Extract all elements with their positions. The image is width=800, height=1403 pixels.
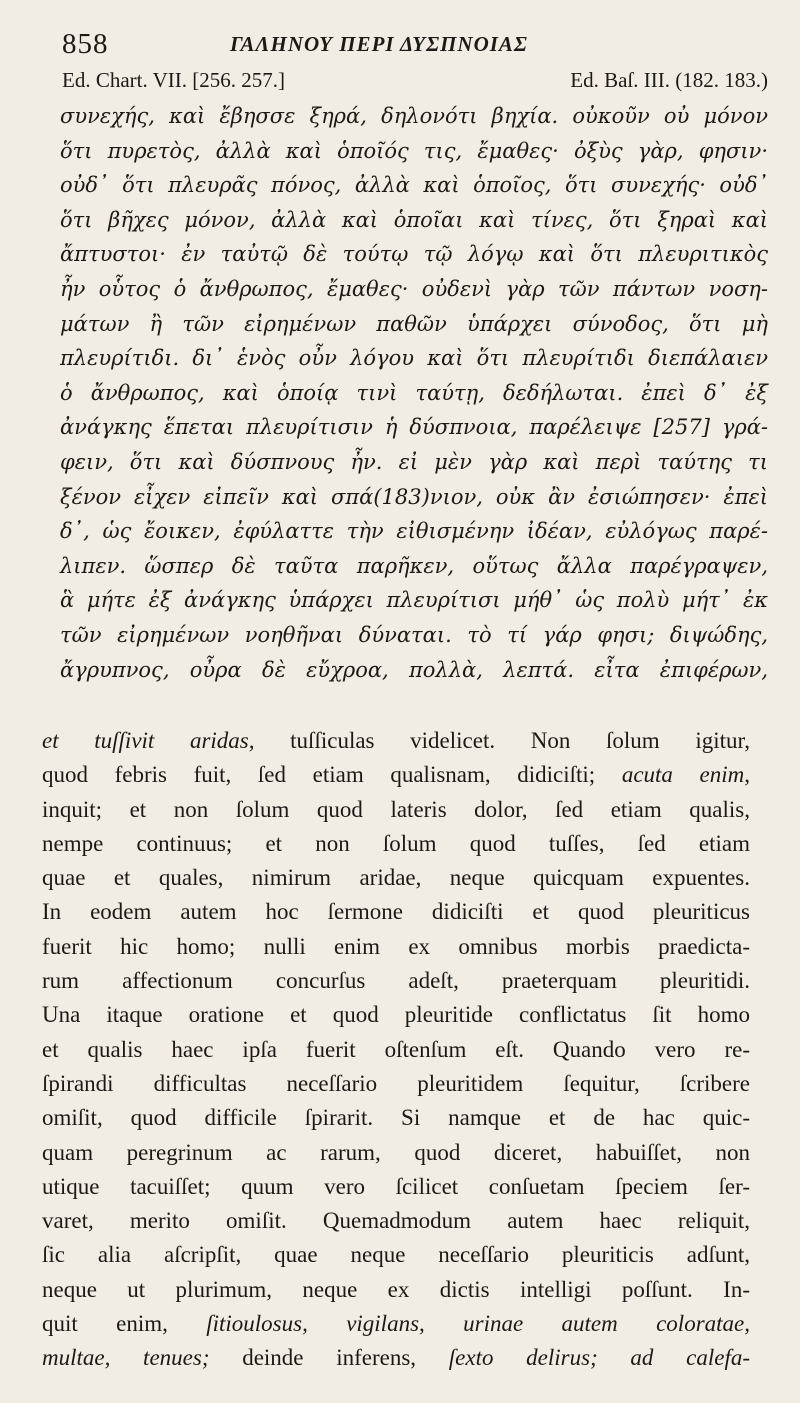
latin-italic-quotation: multae, tenues; — [42, 1345, 210, 1371]
latin-text-line — [42, 1170, 750, 1204]
greek-text-line: οὐδ᾽ ὅτι πλευρᾶς πόνος, ἀλλὰ καὶ ὁποῖος, ὅτι συνεχής· οὐδ᾽ — [60, 173, 768, 198]
latin-text-line — [42, 827, 750, 861]
latin-text-line — [42, 930, 750, 964]
latin-text-line — [42, 724, 750, 758]
latin-text-segment: inquit; et non ſolum quod lateris dolor, ſed etiam qualis, — [42, 796, 750, 822]
greek-text-line: λιπεν. ὥσπερ δὲ ταῦτα παρῆκεν, οὕτως ἄλλα παρέγραψεν, — [60, 553, 768, 578]
latin-text-line — [42, 1273, 750, 1307]
greek-text-line: μάτων ἢ τῶν εἰρημένων παθῶν ὑπάρχει σύνοδος, ὅτι μὴ — [60, 311, 768, 336]
greek-text-line: πλευρίτιδι. δι᾽ ἑνὸς οὖν λόγου καὶ ὅτι πλευρίτιδι διεπάλαιεν — [60, 346, 768, 371]
latin-italic-quotation: ſexto delirus; ad calefa- — [448, 1345, 751, 1371]
greek-text-block — [60, 99, 768, 687]
greek-text-line: φειν, ὅτι καὶ δύσπνους ἦν. εἰ μὲν γὰρ καὶ περὶ ταύτης τι — [60, 449, 768, 474]
latin-text-line — [42, 1033, 750, 1067]
latin-text-segment: tuſſiculas videlicet. Non ſolum igitur, — [254, 728, 750, 753]
edition-chart-reference: Ed. Chart. VII. [256. 257.] — [62, 68, 285, 92]
greek-text-line: ὁ ἄνθρωπος, καὶ ὁποίᾳ τινὶ ταύτῃ, δεδήλωται. ἐπεὶ δ᾽ ἐξ — [60, 380, 768, 405]
latin-text-line — [42, 998, 750, 1032]
latin-text-line — [42, 895, 750, 929]
latin-text-line — [42, 758, 750, 792]
latin-text-segment: quam peregrinum ac rarum, quod diceret, habuiſſet, non — [42, 1139, 750, 1165]
latin-text-segment: neque ut plurimum, neque ex dictis intelligi poſſunt. In- — [42, 1276, 750, 1302]
latin-text-segment: utique tacuiſſet; quum vero ſcilicet conſuetam ſpeciem ſer- — [42, 1173, 750, 1199]
greek-text-line: ξένον εἶχεν εἰπεῖν καὶ σπά(183)νιον, οὐκ ἂν ἐσιώπησεν· ἐπεὶ — [60, 484, 768, 509]
greek-text-line: τῶν εἰρημένων νοηθῆναι δύναται. τὸ τί γάρ φησι; διψώδης, — [60, 622, 768, 647]
greek-text-line: ἦν οὗτος ὁ ἄνθρωπος, ἔμαθες· οὐδενὶ γὰρ τῶν πάντων νοση- — [60, 276, 768, 301]
greek-text-line: συνεχής, καὶ ἔβησσε ξηρά, δηλονότι βηχία. οὐκοῦν οὐ μόνον — [60, 104, 768, 128]
latin-italic-quotation: acuta enim, — [621, 762, 750, 788]
latin-italic-quotation: et tuſſivit aridas, — [42, 728, 255, 753]
latin-text-line — [42, 1307, 750, 1341]
latin-text-segment: rum affectionum concurſus adeſt, praeterquam pleuritidi. — [42, 968, 750, 994]
greek-text-line: ἄπτυστοι· ἐν ταὐτῷ δὲ τούτῳ τῷ λόγῳ καὶ ὅτι πλευριτικὸς — [60, 242, 768, 267]
latin-text-segment: deinde inferens, — [209, 1345, 449, 1371]
greek-text-line: ἀνάγκης ἕπεται πλευρίτισιν ἡ δύσπνοια, παρέλειψε [257] γρά- — [60, 415, 768, 440]
latin-text-segment: Una itaque oratione et quod pleuritide conflictatus ſit homo — [42, 1002, 750, 1028]
latin-text-line — [42, 964, 750, 998]
latin-text-segment: omiſit, quod difficile ſpirarit. Si namque et de hac quic- — [42, 1105, 750, 1131]
latin-text-line — [42, 1101, 750, 1135]
latin-text-segment: ſic alia aſcripſit, quae neque neceſſario pleuriticis adſunt, — [42, 1242, 750, 1268]
greek-text-line: ὅτι βῆχες μόνον, ἀλλὰ καὶ ὁποῖαι καὶ τίνες, ὅτι ξηραὶ καὶ — [60, 207, 768, 232]
latin-text-line — [42, 1238, 750, 1272]
latin-italic-quotation: ſitioulosus, vigilans, urinae autem coloratae, — [206, 1311, 750, 1337]
latin-text-block — [42, 724, 750, 1376]
latin-text-line — [42, 1341, 750, 1375]
latin-text-segment: quit enim, — [42, 1311, 207, 1337]
running-title: ΓΑΛΗΝΟΥ ΠΕΡΙ ΔΥΣΠΝΟΙΑΣ — [230, 32, 528, 56]
latin-text-segment: quae et quales, nimirum aridae, neque quicquam expuentes. — [42, 865, 750, 891]
latin-text-segment: et qualis haec ipſa fuerit oſtenſum eſt. Quando vero re- — [42, 1036, 750, 1062]
latin-text-line — [42, 861, 750, 895]
latin-text-segment: fuerit hic homo; nulli enim ex omnibus morbis praedicta- — [42, 933, 750, 959]
latin-text-line — [42, 1067, 750, 1101]
latin-text-segment: quod febris fuit, ſed etiam qualisnam, didiciſti; — [42, 762, 622, 788]
latin-text-line — [42, 793, 750, 827]
greek-text-line: ὅτι πυρετὸς, ἀλλὰ καὶ ὁποῖός τις, ἔμαθες· ὀξὺς γὰρ, φησιν· — [60, 138, 768, 163]
latin-text-line — [42, 1136, 750, 1170]
greek-text-line: ἄγρυπνος, οὖρα δὲ εὔχροα, πολλὰ, λεπτά. εἶτα ἐπιφέρων, — [60, 657, 768, 682]
latin-text-segment: nempe continuus; et non ſolum quod tuſſes, ſed etiam — [42, 830, 750, 856]
latin-text-line — [42, 1204, 750, 1238]
edition-basel-reference: Ed. Baſ. III. (182. 183.) — [570, 68, 768, 92]
greek-text-line: ἃ μήτε ἐξ ἀνάγκης ὑπάρχει πλευρίτισι μήθ᾽ ὡς πολὺ μήτ᾽ ἐκ — [60, 588, 768, 613]
latin-text-segment: In eodem autem hoc ſermone didiciſti et quod pleuriticus — [42, 899, 750, 925]
page-number: 858 — [62, 28, 109, 60]
latin-text-segment: ſpirandi difficultas neceſſario pleuritidem ſequitur, ſcribere — [42, 1070, 750, 1096]
latin-text-segment: varet, merito omiſit. Quemadmodum autem haec reliquit, — [42, 1208, 750, 1234]
greek-text-line: δ᾽, ὡς ἔοικεν, ἐφύλαττε τὴν εἰθισμένην ἰδέαν, εὐλόγως παρέ- — [60, 519, 768, 544]
